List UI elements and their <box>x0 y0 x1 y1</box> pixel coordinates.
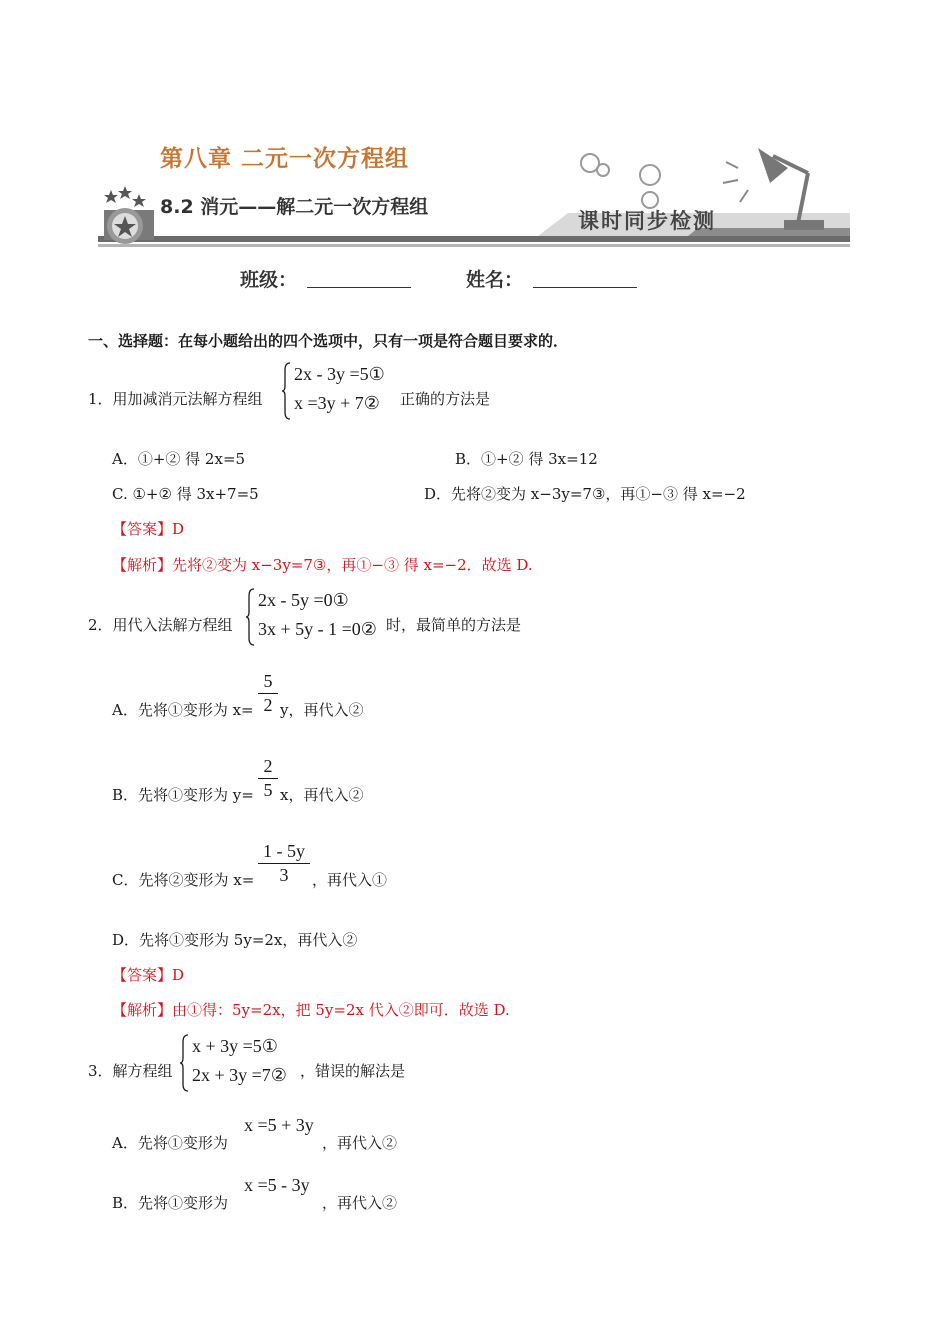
q2-option-a-pre: A．先将①变形为 x= <box>112 701 254 719</box>
brace-icon <box>180 1034 189 1092</box>
q1-option-a[interactable]: A．①+② 得 2x=5 <box>112 450 246 468</box>
fraction-denominator: 5 <box>263 780 273 800</box>
q2-option-c-fraction <box>258 841 310 886</box>
q1-prefix: 1．用加减消元法解方程组 <box>88 390 263 408</box>
q3-option-a[interactable] <box>112 1132 228 1153</box>
q3-eq2: 2x + 3y =7② <box>192 1065 287 1085</box>
check-label: 课时同步检测 <box>578 209 716 233</box>
q3-prefix: 3．解方程组 <box>88 1062 173 1080</box>
fraction-numerator: 5 <box>263 671 273 691</box>
q1-suffix: 正确的方法是 <box>400 390 491 408</box>
q2-equation-system <box>246 588 396 646</box>
q3-option-b[interactable] <box>112 1192 228 1213</box>
q2-option-a-fraction <box>258 671 278 716</box>
q3-option-b-post: ，再代入② <box>322 1194 398 1212</box>
section-title: 8.2 消元——解二元一次方程组 <box>160 196 429 218</box>
q2-answer: 【答案】D <box>112 966 185 984</box>
name-label: 姓名： <box>466 269 524 291</box>
q3-equation-system <box>180 1034 310 1092</box>
q2-option-b[interactable] <box>112 784 254 805</box>
q3-option-a-post: ，再代入② <box>322 1134 398 1152</box>
q2-eq2: 3x + 5y - 1 =0② <box>258 619 377 639</box>
q1-option-d[interactable]: D．先将②变为 x−3y=7③，再①−③ 得 x=−2 <box>424 485 746 503</box>
q2-option-d[interactable]: D．先将①变形为 5y=2x，再代入② <box>112 931 358 949</box>
fraction-numerator: 2 <box>263 756 273 776</box>
class-field[interactable] <box>307 287 411 288</box>
q2-option-b-pre: B．先将①变形为 y= <box>112 786 254 804</box>
name-field[interactable] <box>533 287 637 288</box>
q2-analysis: 【解析】由①得：5y=2x，把 5y=2x 代入②即可．故选 D. <box>112 1001 510 1019</box>
q2-suffix: 时，最简单的方法是 <box>386 616 522 634</box>
q3-option-a-pre: A．先将①变形为 <box>112 1134 228 1152</box>
q2-prefix: 2．用代入法解方程组 <box>88 616 233 634</box>
brace-icon <box>246 588 255 646</box>
q2-eq1: 2x - 5y =0① <box>258 590 349 610</box>
q2-option-b-fraction <box>258 756 278 801</box>
q2-option-c[interactable] <box>112 869 254 890</box>
q1-analysis: 【解析】先将②变为 x−3y=7③，再①−③ 得 x=−2．故选 D. <box>112 556 533 574</box>
section-heading: 一、选择题：在每小题给出的四个选项中，只有一项是符合题目要求的． <box>88 332 569 350</box>
q1-answer: 【答案】D <box>112 520 185 538</box>
q1-option-c[interactable]: C. ①+② 得 3x+7=5 <box>112 485 259 503</box>
q1-eq2: x =3y + 7② <box>294 393 380 413</box>
q2-option-a[interactable] <box>112 699 254 720</box>
q1-option-b[interactable]: B．①+② 得 3x=12 <box>455 450 598 468</box>
fraction-numerator: 1 - 5y <box>263 841 305 861</box>
q2-option-c-pre: C．先将②变形为 x= <box>112 871 255 889</box>
q3-eq1: x + 3y =5① <box>192 1036 278 1056</box>
q3-suffix: ，错误的解法是 <box>300 1062 406 1080</box>
fraction-denominator: 3 <box>279 865 289 885</box>
q3-option-b-expr: x =5 - 3y <box>244 1175 310 1195</box>
q1-eq1: 2x - 3y =5① <box>294 364 385 384</box>
q1-equation-system <box>282 362 412 420</box>
star-badge-icon <box>104 186 154 244</box>
q3-option-a-expr: x =5 + 3y <box>244 1115 314 1135</box>
q2-option-b-post: x，再代入② <box>280 786 364 804</box>
brace-icon <box>282 362 291 420</box>
chapter-title: 第八章 二元一次方程组 <box>160 145 410 172</box>
q2-option-c-post: ，再代入① <box>312 871 388 889</box>
q3-option-b-pre: B．先将①变形为 <box>112 1194 229 1212</box>
fraction-denominator: 2 <box>263 695 273 715</box>
class-label: 班级： <box>240 269 298 291</box>
q2-option-a-post: y，再代入② <box>280 701 364 719</box>
